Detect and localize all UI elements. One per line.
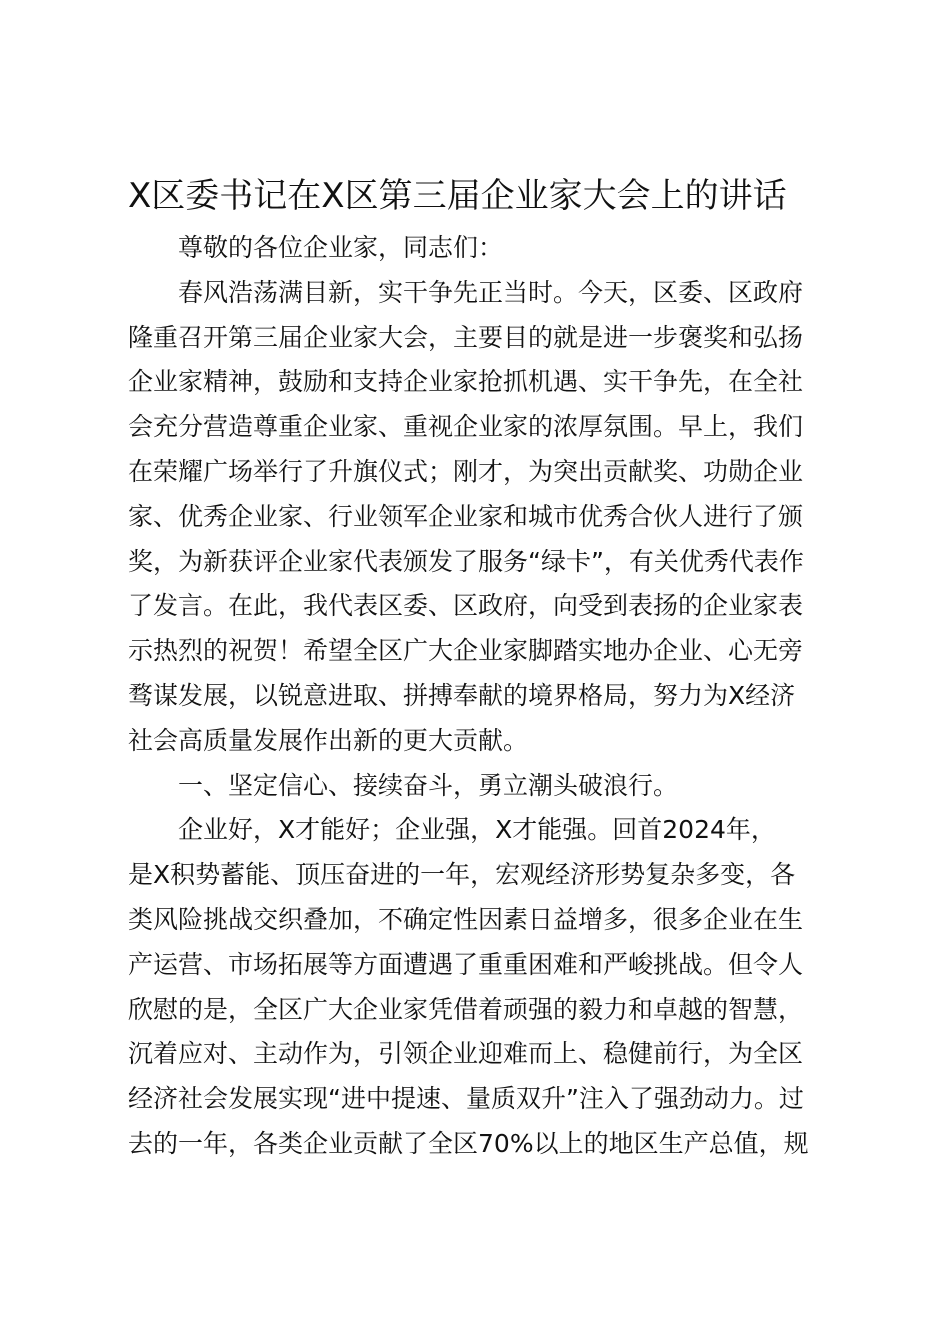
section-heading: 一、坚定信心、接续奋斗，勇立潮头破浪行。 bbox=[178, 770, 679, 800]
paragraph-line: 隆重召开第三届企业家大会，主要目的就是进一步褒奖和弘扬 bbox=[128, 322, 804, 352]
document-body bbox=[128, 226, 828, 1167]
paragraph-line: 产运营、市场拓展等方面遭遇了重重困难和严峻挑战。但令人 bbox=[128, 949, 804, 979]
paragraph-line: 奖，为新获评企业家代表颁发了服务“绿卡”，有关优秀代表作 bbox=[128, 546, 804, 576]
paragraph-line: 了发言。在此，我代表区委、区政府，向受到表扬的企业家表 bbox=[128, 591, 804, 621]
paragraph-line: 示热烈的祝贺！希望全区广大企业家脚踏实地办企业、心无旁 bbox=[128, 636, 804, 666]
paragraph-line: 是X积势蓄能、顶压奋进的一年，宏观经济形势复杂多变，各 bbox=[128, 860, 796, 890]
paragraph-line: 家、优秀企业家、行业领军企业家和城市优秀合伙人进行了颁 bbox=[128, 501, 804, 531]
paragraph-line: 春风浩荡满目新，实干争先正当时。今天，区委、区政府 bbox=[178, 277, 804, 307]
paragraph-line: 类风险挑战交织叠加，不确定性因素日益增多，很多企业在生 bbox=[128, 904, 804, 934]
paragraph-line: 欣慰的是，全区广大企业家凭借着顽强的毅力和卓越的智慧， bbox=[128, 994, 804, 1024]
paragraph-line: 企业好，X才能好；企业强，X才能强。回首2024年， bbox=[178, 815, 776, 845]
paragraph-line: 沉着应对、主动作为，引领企业迎难而上、稳健前行，为全区 bbox=[128, 1039, 804, 1069]
paragraph-line: 经济社会发展实现“进中提速、量质双升”注入了强劲动力。过 bbox=[128, 1084, 804, 1114]
paragraph-line: 社会高质量发展作出新的更大贡献。 bbox=[128, 725, 529, 755]
paragraph-line: 骛谋发展，以锐意进取、拼搏奉献的境界格局，努力为X经济 bbox=[128, 680, 796, 710]
paragraph-line: 去的一年，各类企业贡献了全区70%以上的地区生产总值，规 bbox=[128, 1128, 809, 1158]
document-title: X区委书记在X区第三届企业家大会上的讲话 bbox=[128, 176, 787, 216]
paragraph-line: 在荣耀广场举行了升旗仪式；刚才，为突出贡献奖、功勋企业 bbox=[128, 456, 804, 486]
paragraph-line: 会充分营造尊重企业家、重视企业家的浓厚氛围。早上，我们 bbox=[128, 412, 804, 442]
salutation-line: 尊敬的各位企业家，同志们： bbox=[178, 233, 504, 262]
paragraph-line: 企业家精神，鼓励和支持企业家抢抓机遇、实干争先，在全社 bbox=[128, 367, 804, 397]
